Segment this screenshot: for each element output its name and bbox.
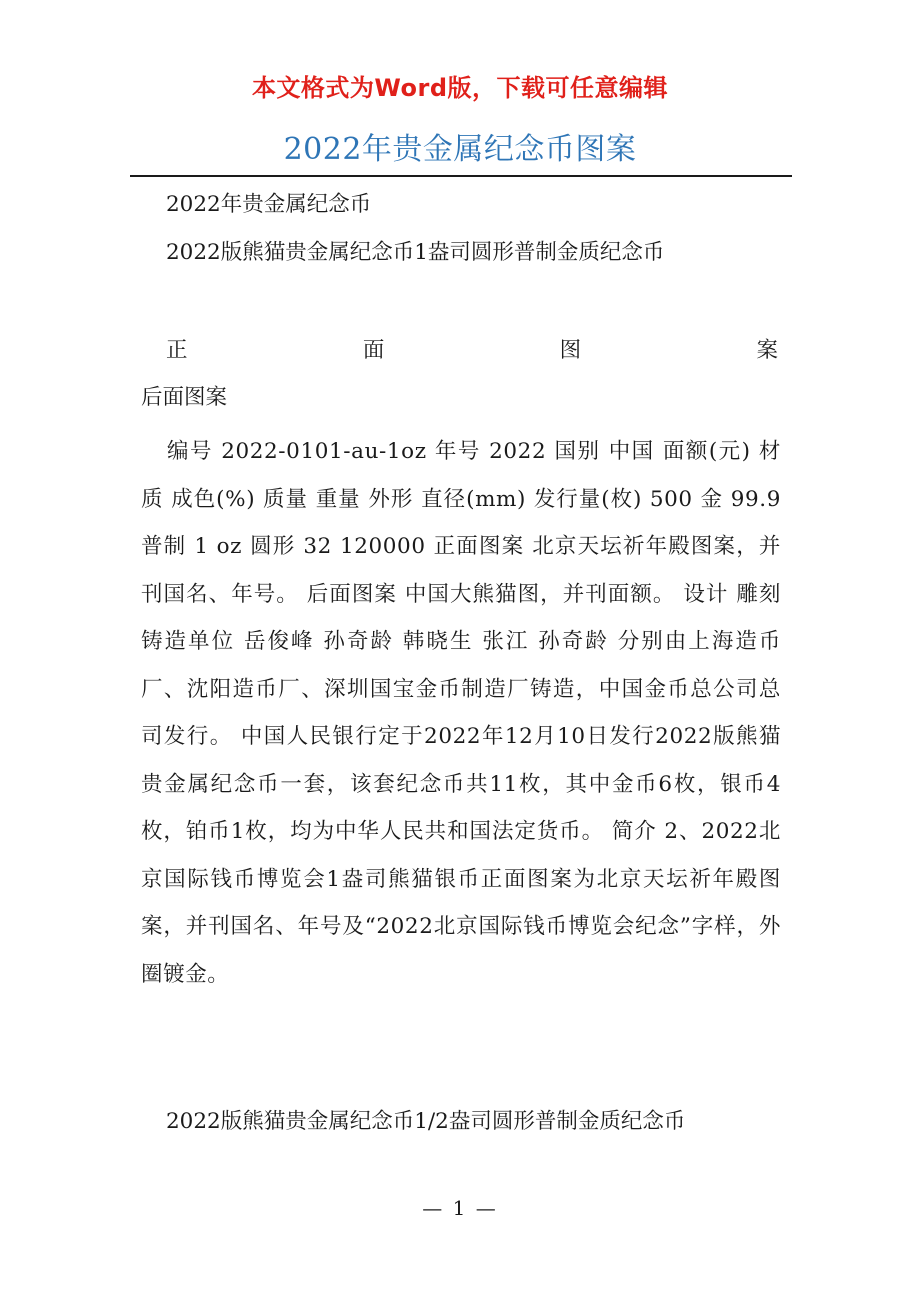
obverse-char: 正 [166,338,188,363]
coin-heading-2: 2022版熊猫贵金属纪念币1/2盎司圆形普制金质纪念币 [166,1109,686,1134]
title-divider [130,175,792,177]
reverse-label: 后面图案 [141,385,228,410]
obverse-char: 案 [756,338,778,363]
obverse-char: 面 [362,338,385,363]
coin-heading: 2022版熊猫贵金属纪念币1盎司圆形普制金质纪念币 [166,240,665,265]
download-banner: 本文格式为Word版，下载可任意编辑 [251,74,669,102]
subtitle-line: 2022年贵金属纪念币 [166,192,372,217]
page-number: — 1 — [422,1196,498,1220]
document-title: 2022年贵金属纪念币图案 [283,132,637,167]
body-paragraph: 编号 2022-0101-au-1oz 年号 2022 国别 中国 面额(元) 材质 成色(%) 质量 重量 外形 直径(mm) 发行量(枚) 500 金 99.9 普制 1 oz 圆形 32 120000 正面图案 北京天坛祈年殿图案，并刊国名、年号。 后面图案 中国大熊猫图，并刊面额。 设计 雕刻 铸造单位 岳俊峰 孙奇龄 韩晓生 张江 孙奇龄 分别由上海造币厂、沈阳造币厂、深圳国宝金币制造厂铸造，中国金币总公司总司发行。 中国人民银行定于2022年12月10日发行2022版熊猫贵金属纪念币一套，该套纪念币共11枚，其中金币6枚，银币4枚，铂币1枚，均为中华人民共和国法定货币。 简介 2、2022北京国际钱币博览会1盎司熊猫银币正面图案为北京天坛祈年殿图案，并刊国名、年号及“2022北京国际钱币博览会纪念”字样，外圈镀金。 [141,439,781,987]
obverse-char: 图 [559,338,582,363]
obverse-label [166,336,778,366]
